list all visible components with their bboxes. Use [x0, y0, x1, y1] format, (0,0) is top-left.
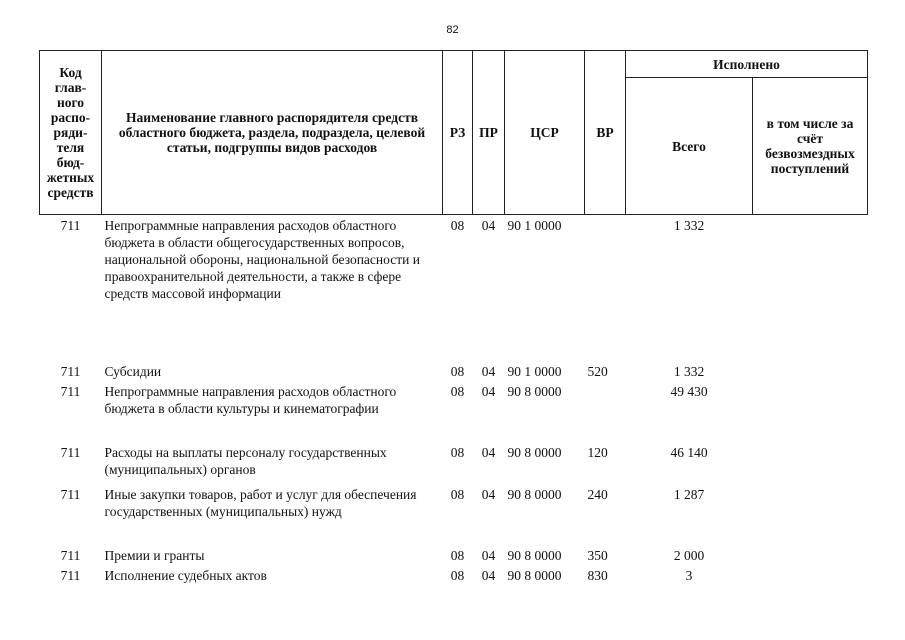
cell-code: 711 [60, 548, 81, 563]
cell-csr: 90 1 0000 [507, 364, 562, 379]
cell-vr [585, 215, 626, 364]
cell-gratuitous [753, 547, 868, 567]
header-code-line: ного [56, 95, 85, 110]
cell-name: Премии и гранты [104, 548, 205, 563]
cell-rz: 08 [450, 568, 465, 583]
cell-vr: 240 [587, 487, 608, 502]
cell-pr: 04 [481, 364, 496, 379]
cell-code: 711 [60, 487, 81, 502]
table-row [40, 486, 868, 547]
table-row [40, 363, 868, 383]
cell-code: 711 [60, 384, 81, 399]
table-row [40, 567, 868, 587]
cell-rz: 08 [450, 218, 465, 233]
header-rz: РЗ [443, 51, 473, 215]
table-row [40, 383, 868, 444]
cell-total: 1 287 [673, 487, 705, 502]
cell-csr: 90 8 0000 [507, 548, 562, 563]
cell-total: 1 332 [673, 218, 705, 233]
cell-vr: 350 [587, 548, 608, 563]
header-code-line: теля [56, 140, 85, 155]
header-code [40, 51, 102, 215]
table-body [40, 215, 868, 588]
cell-code: 711 [60, 445, 81, 460]
cell-gratuitous [753, 215, 868, 364]
table-row [40, 444, 868, 486]
cell-pr: 04 [481, 548, 496, 563]
header-code-line: бюд- [56, 155, 85, 170]
cell-gratuitous [753, 444, 868, 486]
cell-name: Расходы на выплаты персоналу государственных (муниципальных) органов [104, 445, 387, 477]
cell-pr: 04 [481, 445, 496, 460]
header-code-line: распо- [50, 110, 91, 125]
cell-rz: 08 [450, 548, 465, 563]
cell-gratuitous [753, 383, 868, 444]
header-total: Всего [626, 78, 753, 215]
cell-pr: 04 [481, 487, 496, 502]
header-pr: ПР [473, 51, 505, 215]
header-code-line: ряди- [53, 125, 88, 140]
cell-total: 49 430 [670, 384, 708, 399]
cell-name: Субсидии [104, 364, 162, 379]
header-gratuitous: в том числе за счёт безвозмездных поступлений [753, 78, 868, 215]
cell-total: 1 332 [673, 364, 705, 379]
header-code-line: глав- [54, 80, 87, 95]
cell-pr: 04 [481, 568, 496, 583]
header-name: Наименование главного распорядителя средств областного бюджета, раздела, подраздела, целевой статьи, подгруппы видов расходов [102, 51, 443, 215]
cell-vr: 830 [587, 568, 608, 583]
cell-csr: 90 1 0000 [507, 218, 562, 233]
cell-rz: 08 [450, 445, 465, 460]
cell-total: 2 000 [673, 548, 705, 563]
cell-vr: 520 [587, 364, 608, 379]
cell-name: Непрограммные направления расходов областного бюджета в области культуры и кинематографии [104, 384, 397, 416]
cell-code: 711 [60, 568, 81, 583]
header-vr: ВР [585, 51, 626, 215]
page-number: 82 [446, 24, 459, 36]
cell-csr: 90 8 0000 [507, 568, 562, 583]
cell-gratuitous [753, 567, 868, 587]
cell-name: Исполнение судебных актов [104, 568, 267, 583]
cell-code: 711 [60, 364, 81, 379]
cell-rz: 08 [450, 487, 465, 502]
cell-total: 46 140 [670, 445, 708, 460]
cell-vr: 120 [587, 445, 608, 460]
table-row [40, 547, 868, 567]
cell-gratuitous [753, 363, 868, 383]
cell-csr: 90 8 0000 [507, 487, 562, 502]
table-header [40, 51, 868, 215]
cell-rz: 08 [450, 384, 465, 399]
header-code-line: жетных [46, 170, 95, 185]
cell-vr [585, 383, 626, 444]
cell-rz: 08 [450, 364, 465, 379]
cell-pr: 04 [481, 218, 496, 233]
header-code-line: Код [59, 65, 82, 80]
header-csr: ЦСР [505, 51, 585, 215]
cell-csr: 90 8 0000 [507, 445, 562, 460]
header-code-line: средств [47, 185, 94, 200]
header-executed: Исполнено [626, 51, 868, 78]
cell-name: Иные закупки товаров, работ и услуг для обеспечения государственных (муниципальных) нужд [104, 487, 417, 519]
cell-pr: 04 [481, 384, 496, 399]
cell-gratuitous [753, 486, 868, 547]
cell-csr: 90 8 0000 [507, 384, 562, 399]
cell-name: Непрограммные направления расходов областного бюджета в области общегосударственных вопросов, национальной обороны, национальной безопасности и правоохранительной деятельности, а также в сфере средств массовой информации [104, 218, 420, 301]
budget-table [39, 50, 868, 587]
cell-total: 3 [685, 568, 693, 583]
cell-code: 711 [60, 218, 81, 233]
table-row [40, 215, 868, 364]
